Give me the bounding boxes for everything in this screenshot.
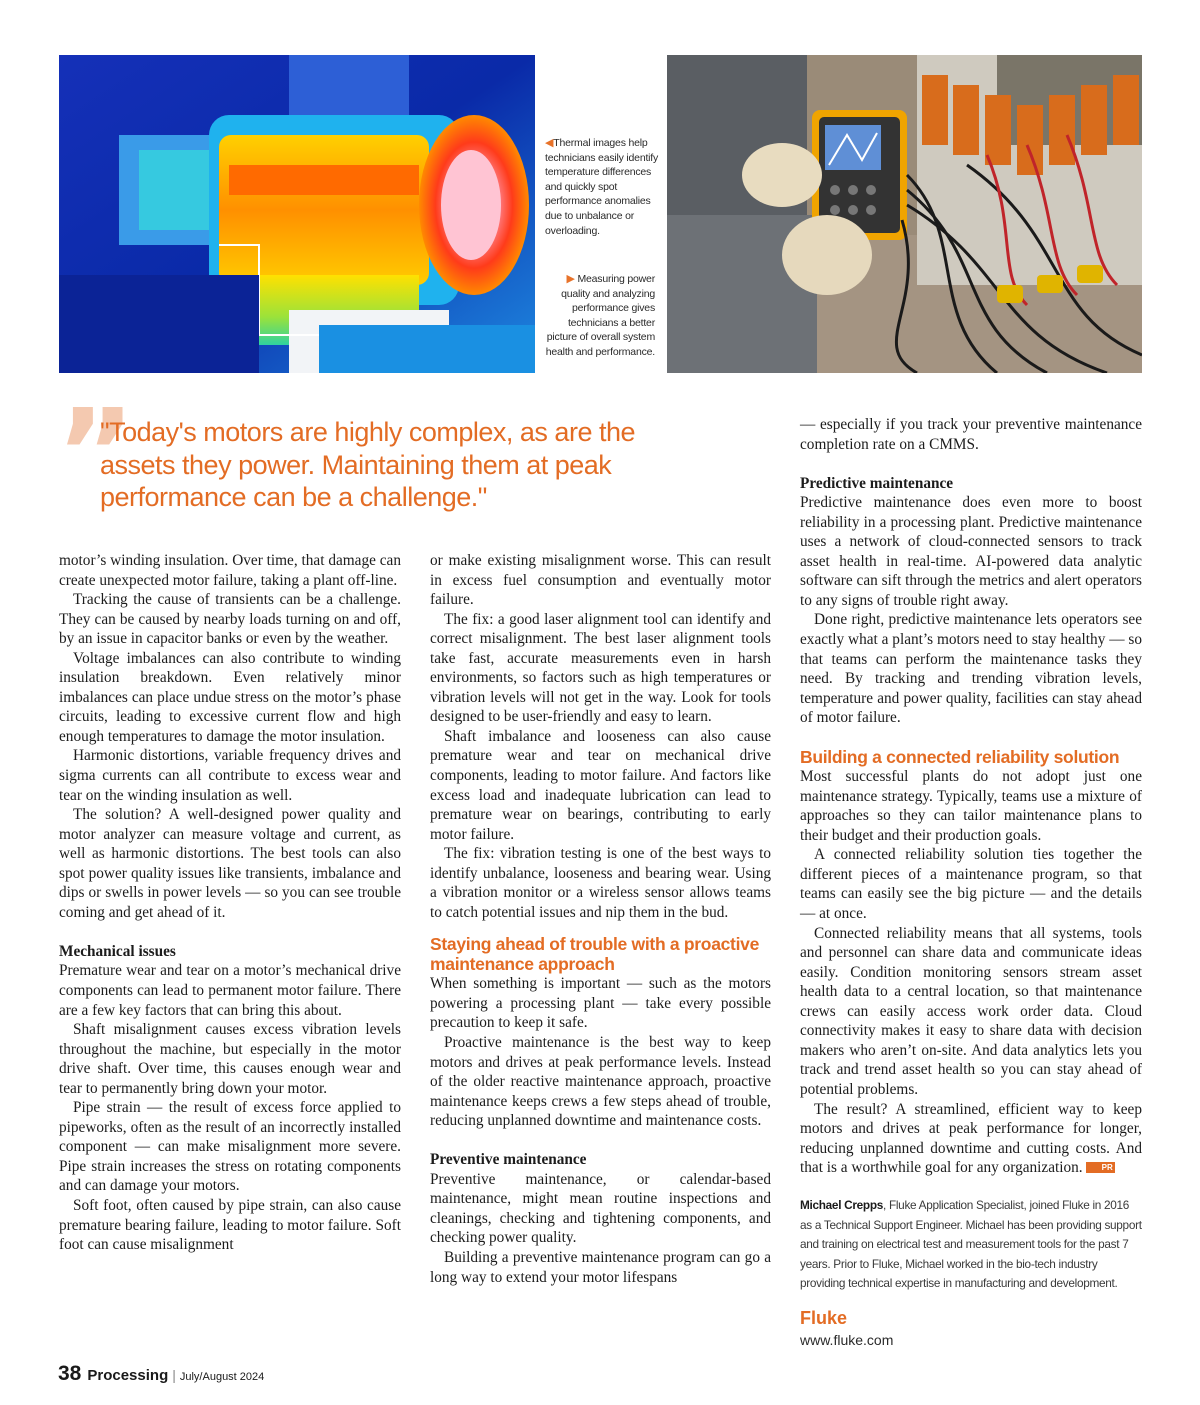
- power-quality-meter-image: [667, 55, 1142, 373]
- company-name: Fluke: [800, 1308, 848, 1328]
- article-column-3: [800, 415, 1142, 1178]
- pull-quote: "Today's motors are highly complex, as are the assets they power. Maintaining them at peak performance can be a challenge.": [100, 417, 635, 512]
- paragraph: or make existing misalignment worse. This can result in excess fuel consumption and eventually motor failure.: [430, 552, 771, 609]
- power-image-caption: [540, 272, 655, 360]
- paragraph: The fix: vibration testing is one of the best ways to identify unbalance, looseness and bearing wear. Using a vibration monitor or a wireless sensor allows teams to catch potential issues and nip them in the bud.: [430, 845, 771, 921]
- subheading-preventive-maintenance: Preventive maintenance: [430, 1151, 587, 1169]
- author-bio-text: , Fluke Application Specialist, joined Fluke in 2016 as a Technical Support Engineer. Michael has been providing support and training on electrical test and measurement tools for the past 7 years. Prior to Fluke, Michael worked in the bio-tech industry providing technical expertise in manufacturing and development.: [800, 1198, 1142, 1290]
- power-caption-text: Measuring power quality and analyzing performance gives technicians a better picture of overall system health and performance.: [545, 273, 655, 358]
- paragraph: — especially if you track your preventive maintenance completion rate on a CMMS.: [800, 416, 1142, 453]
- caption-right-arrow-icon: ▶: [566, 273, 575, 285]
- company-website-link[interactable]: www.fluke.com: [800, 1332, 894, 1348]
- paragraph: A connected reliability solution ties together the different pieces of a maintenance program, so that teams can easily see the big picture — and the details — at once.: [800, 846, 1142, 923]
- paragraph: [800, 1100, 1142, 1178]
- thermal-caption-text: Thermal images help technicians easily identify temperature differences and quickly spot performance anomalies due to unbalance or overloading.: [545, 137, 659, 237]
- spacer: [59, 922, 401, 942]
- article-column-1: [59, 551, 401, 1255]
- spacer: [800, 728, 1142, 748]
- subheading-predictive-maintenance: Predictive maintenance: [800, 474, 954, 492]
- section-heading-connected-reliability: Building a connected reliability solution: [800, 747, 1120, 768]
- paragraph: Premature wear and tear on a motor’s mechanical drive components can lead to permanent motor failure. There are a few key factors that can bring this about.: [59, 962, 401, 1019]
- caption-left-arrow-icon: ◀: [545, 137, 554, 149]
- paragraph: Shaft imbalance and looseness can also cause premature wear and tear on mechanical drive components, leading to motor failure. And factors like excess load and inadequate lubrication can lead to premature wear on bearings, contributing to early motor failure.: [430, 727, 771, 843]
- paragraph: Most successful plants do not adopt just one maintenance strategy. Typically, teams use a mixture of approaches so they can tailor maintenance plans to their budget and their production goals.: [800, 768, 1142, 844]
- page-footer: [58, 1362, 264, 1386]
- paragraph: Shaft misalignment causes excess vibration levels throughout the machine, but especially in the motor drive shaft. Over time, this causes enough wear and tear to permanently bring down your motor.: [59, 1021, 401, 1097]
- paragraph: Preventive maintenance, or calendar-based maintenance, might mean routine inspections and cleanings, checking and tightening components, and checking power quality.: [430, 1170, 771, 1247]
- paragraph: Proactive maintenance is the best way to keep motors and drives at peak performance levels. Instead of the older reactive maintenance approach, proactive maintenance keeps crews a few steps ahead of trouble, reducing unplanned downtime and maintenance costs.: [430, 1034, 771, 1130]
- section-heading-staying-ahead: Staying ahead of trouble with a proactive maintenance approach: [430, 934, 760, 975]
- issue-date: July/August 2024: [179, 1371, 265, 1383]
- paragraph: motor’s winding insulation. Over time, that damage can create unexpected motor failure, taking a plant off-line.: [59, 552, 401, 589]
- paragraph: Connected reliability means that all systems, tools and personnel can share data and communicate ideas easily. Condition monitoring sensors stream asset health data to a central location, so that maintenance crews can easily access work order data. Cloud connectivity makes it easy to share data with decision makers who aren’t on-site. And data analytics lets you track and trend asset health so you can stay ahead of potential problems.: [800, 924, 1142, 1098]
- author-bio: [800, 1196, 1142, 1294]
- article-column-2: [430, 551, 771, 1287]
- end-of-article-mark: PR: [1086, 1162, 1115, 1173]
- paragraph-text: The result? A streamlined, efficient way to keep motors and drives at peak performance for longer, reducing unplanned downtime and cutting costs. And that is a worthwhile goal for any organization.: [800, 1100, 1142, 1177]
- thermal-motor-image: [59, 55, 535, 373]
- paragraph: Predictive maintenance does even more to boost reliability in a processing plant. Predictive maintenance uses a network of cloud-connected sensors to track asset health in real-time. AI-powered data analytic software can sift through the metrics and alert operators to any signs of trouble right away.: [800, 494, 1142, 609]
- thermal-image-caption: [545, 136, 660, 238]
- paragraph: The fix: a good laser alignment tool can identify and correct misalignment. The best laser alignment tools take fast, accurate measurements even in harsh environments, so factors such as high temperatures or vibration levels will not get in the way. Look for tools designed to be user-friendly and easy to learn.: [430, 610, 771, 726]
- paragraph: Done right, predictive maintenance lets operators see exactly what a plant’s motors need to stay healthy — so that teams can perform the maintenance tasks they need. By tracking and trending vibration levels, temperature and power quality, facilities can stay ahead of motor failure.: [800, 611, 1142, 727]
- footer-separator: |: [172, 1367, 176, 1383]
- author-name: Michael Crepps: [800, 1198, 883, 1212]
- paragraph: The solution? A well-designed power quality and motor analyzer can measure voltage and current, as well as harmonic distortions. The best tools can also spot power quality issues like transients, imbalance and dips or swells in power levels — so you can see trouble coming and get ahead of it.: [59, 806, 401, 921]
- subheading-mechanical-issues: Mechanical issues: [59, 942, 176, 960]
- paragraph: Pipe strain — the result of excess force applied to pipeworks, often as the result of an incorrectly installed component — can make misalignment more severe. Pipe strain increases the stress on rotating components and can damage your motors.: [59, 1099, 401, 1195]
- page-number: 38: [58, 1362, 82, 1385]
- paragraph: Building a preventive maintenance program can go a long way to extend your motor lifespans: [430, 1249, 771, 1286]
- spacer: [430, 922, 771, 934]
- paragraph: Tracking the cause of transients can be a challenge. They can be caused by nearby loads turning on and off, by an issue in capacitor banks or even by the weather.: [59, 591, 401, 648]
- spacer: [800, 454, 1142, 474]
- paragraph: Soft foot, often caused by pipe strain, can also cause premature bearing failure, leading to motor failure. Soft foot can cause misalignment: [59, 1197, 401, 1254]
- quote-mark-icon: ”: [56, 385, 135, 524]
- magazine-name: Processing: [87, 1367, 169, 1384]
- paragraph: When something is important — such as the motors powering a processing plant — take every possible precaution to keep it safe.: [430, 975, 771, 1032]
- spacer: [430, 1131, 771, 1151]
- paragraph: Harmonic distortions, variable frequency drives and sigma currents can all contribute to excess wear and tear on the winding insulation as well.: [59, 747, 401, 804]
- paragraph: Voltage imbalances can also contribute to winding insulation breakdown. Even relatively minor imbalances can place undue stress on the motor’s phase circuits, leading to excessive current flow and high enough temperatures to damage the motor insulation.: [59, 649, 401, 745]
